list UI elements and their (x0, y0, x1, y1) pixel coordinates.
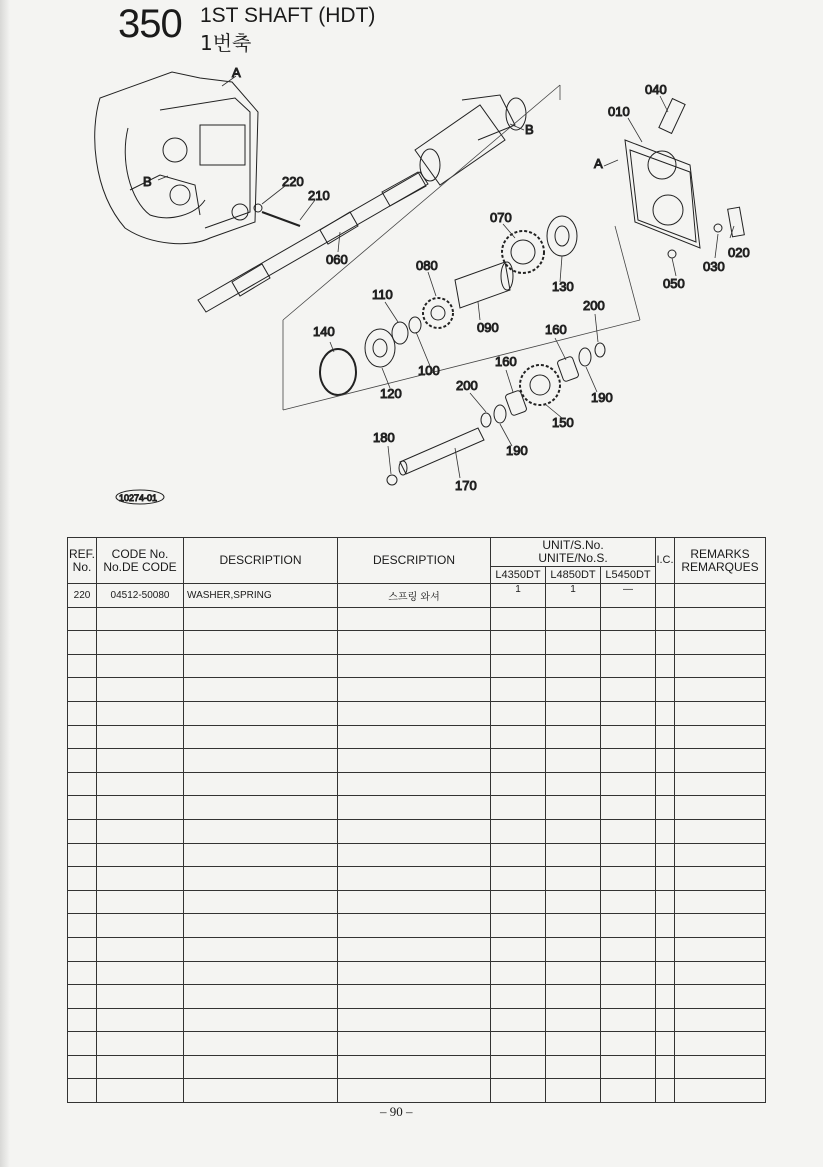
table-cell-empty (184, 631, 338, 655)
table-cell-empty (97, 701, 184, 725)
table-cell-empty (68, 607, 97, 631)
table-cell-empty (656, 890, 675, 914)
table-cell-empty (68, 961, 97, 985)
table-cell-empty (184, 772, 338, 796)
table-cell-empty (675, 843, 766, 867)
table-cell-empty (546, 937, 601, 961)
table-row-empty (68, 819, 766, 843)
callout-060: 060 (326, 252, 348, 267)
table-cell-empty (656, 819, 675, 843)
table-cell-empty (601, 749, 656, 773)
table-cell-empty (338, 937, 491, 961)
table-cell-empty (546, 1055, 601, 1079)
circlip-180 (387, 475, 397, 485)
cell-ic (656, 584, 675, 608)
table-cell-empty (68, 867, 97, 891)
table-cell-empty (675, 1032, 766, 1056)
table-cell-empty (601, 1079, 656, 1103)
table-cell-empty (184, 937, 338, 961)
cell-ref: 220 (68, 584, 97, 608)
table-cell-empty (68, 937, 97, 961)
table-cell-empty (675, 1055, 766, 1079)
callout-210: 210 (308, 188, 330, 203)
table-cell-empty (601, 937, 656, 961)
callout-200-b: 200 (456, 378, 478, 393)
table-cell-empty (491, 1032, 546, 1056)
table-cell-empty (546, 607, 601, 631)
callout-100: 100 (418, 363, 440, 378)
table-cell-empty (675, 985, 766, 1009)
table-cell-empty (546, 819, 601, 843)
table-cell-empty (68, 725, 97, 749)
cell-qty-l5450dt: — (601, 584, 656, 608)
table-cell-empty (601, 654, 656, 678)
callout-150: 150 (552, 415, 574, 430)
table-cell-empty (97, 914, 184, 938)
table-row-empty (68, 725, 766, 749)
table-cell-empty (675, 631, 766, 655)
table-cell-empty (97, 678, 184, 702)
header-description-en: DESCRIPTION (184, 538, 338, 584)
table-cell-empty (184, 819, 338, 843)
table-cell-empty (546, 1008, 601, 1032)
table-cell-empty (338, 678, 491, 702)
table-cell-empty (546, 867, 601, 891)
table-cell-empty (546, 961, 601, 985)
gear-150 (520, 365, 560, 405)
table-cell-empty (338, 654, 491, 678)
table-cell-empty (675, 867, 766, 891)
table-cell-empty (656, 678, 675, 702)
table-cell-empty (656, 867, 675, 891)
table-cell-empty (97, 1055, 184, 1079)
table-cell-empty (656, 796, 675, 820)
table-cell-empty (184, 701, 338, 725)
table-row-empty (68, 1008, 766, 1032)
transmission-housing (95, 72, 258, 244)
table-cell-empty (97, 890, 184, 914)
table-row-empty (68, 867, 766, 891)
table-row-empty (68, 937, 766, 961)
table-cell-empty (491, 961, 546, 985)
table-cell-empty (601, 1032, 656, 1056)
table-cell-empty (68, 678, 97, 702)
table-cell-empty (601, 1055, 656, 1079)
table-cell-empty (491, 1055, 546, 1079)
table-cell-empty (546, 772, 601, 796)
callout-010: 010 (608, 104, 630, 119)
table-cell-empty (68, 796, 97, 820)
table-cell-empty (491, 867, 546, 891)
table-row-empty (68, 607, 766, 631)
table-cell-empty (68, 654, 97, 678)
table-cell-empty (184, 654, 338, 678)
section-number: 350 (118, 2, 182, 46)
o-ring-140 (320, 349, 356, 395)
table-cell-empty (491, 1008, 546, 1032)
table-cell-empty (184, 914, 338, 938)
table-row-empty (68, 654, 766, 678)
table-cell-empty (675, 961, 766, 985)
callout-120: 120 (380, 386, 402, 401)
table-cell-empty (601, 843, 656, 867)
page-title-korean: 1번축 (200, 31, 252, 55)
cell-desc-ko: 스프링 와셔 (338, 584, 491, 608)
table-cell-empty (184, 1032, 338, 1056)
bolt-210-washer-220 (254, 204, 300, 226)
table-cell-empty (491, 843, 546, 867)
table-cell-empty (338, 1079, 491, 1103)
table-row-empty (68, 985, 766, 1009)
table-cell-empty (491, 749, 546, 773)
table-cell-empty (601, 890, 656, 914)
callout-200-a: 200 (583, 298, 605, 313)
table-cell-empty (656, 985, 675, 1009)
table-cell-empty (184, 749, 338, 773)
table-cell-empty (97, 1079, 184, 1103)
table-cell-empty (68, 749, 97, 773)
collar-090 (455, 262, 513, 308)
table-cell-empty (656, 701, 675, 725)
table-cell-empty (491, 607, 546, 631)
table-cell-empty (68, 1008, 97, 1032)
header-ref-no: REF. No. (68, 538, 97, 584)
callout-070: 070 (490, 210, 512, 225)
header-description-ko: DESCRIPTION (338, 538, 491, 584)
table-cell-empty (546, 631, 601, 655)
table-cell-empty (601, 678, 656, 702)
table-cell-empty (338, 796, 491, 820)
table-cell-empty (97, 1008, 184, 1032)
table-cell-empty (675, 749, 766, 773)
table-cell-empty (491, 654, 546, 678)
table-cell-empty (184, 867, 338, 891)
table-row-empty (68, 772, 766, 796)
table-cell-empty (184, 1079, 338, 1103)
page-number: – 90 – (380, 1104, 413, 1119)
table-cell-empty (491, 1079, 546, 1103)
table-cell-empty (338, 867, 491, 891)
table-cell-empty (656, 937, 675, 961)
table-cell-empty (656, 1055, 675, 1079)
table-cell-empty (68, 1079, 97, 1103)
assembly-guide-lines (283, 85, 640, 410)
table-cell-empty (675, 701, 766, 725)
table-cell-empty (338, 725, 491, 749)
header-model-l5450dt: L5450DT (601, 567, 656, 584)
table-cell-empty (491, 937, 546, 961)
table-row-empty (68, 631, 766, 655)
table-cell-empty (68, 1055, 97, 1079)
table-cell-empty (97, 725, 184, 749)
table-cell-empty (68, 819, 97, 843)
page-title: 1ST SHAFT (HDT) (200, 4, 376, 27)
table-cell-empty (97, 937, 184, 961)
table-cell-empty (97, 772, 184, 796)
header-unit: UNIT/S.No. UNITE/No.S. (491, 538, 656, 567)
callout-160-b: 160 (495, 354, 517, 369)
table-cell-empty (184, 843, 338, 867)
marker-b-left: B (143, 174, 152, 189)
table-cell-empty (184, 961, 338, 985)
callout-leaders (158, 76, 734, 478)
table-cell-empty (491, 631, 546, 655)
table-cell-empty (68, 914, 97, 938)
table-cell-empty (97, 985, 184, 1009)
table-cell-empty (601, 631, 656, 655)
marker-a-top: A (232, 65, 241, 80)
cell-desc-en: WASHER,SPRING (184, 584, 338, 608)
table-cell-empty (338, 914, 491, 938)
table-cell-empty (184, 678, 338, 702)
callout-030: 030 (703, 259, 725, 274)
header-model-l4350dt: L4350DT (491, 567, 546, 584)
gear-080 (423, 298, 453, 328)
table-cell-empty (97, 867, 184, 891)
callout-220: 220 (282, 174, 304, 189)
table-cell-empty (601, 914, 656, 938)
table-cell-empty (656, 1032, 675, 1056)
callout-140: 140 (313, 324, 335, 339)
table-cell-empty (675, 607, 766, 631)
callout-180: 180 (373, 430, 395, 445)
table-cell-empty (338, 843, 491, 867)
callout-050: 050 (663, 276, 685, 291)
table-cell-empty (546, 749, 601, 773)
table-cell-empty (491, 772, 546, 796)
table-row-empty (68, 961, 766, 985)
table-cell-empty (184, 890, 338, 914)
table-cell-empty (656, 749, 675, 773)
table-cell-empty (546, 914, 601, 938)
table-cell-empty (601, 1008, 656, 1032)
table-cell-empty (68, 985, 97, 1009)
table-cell-empty (68, 890, 97, 914)
table-row-empty (68, 1032, 766, 1056)
table-row-empty (68, 1055, 766, 1079)
table-cell-empty (338, 890, 491, 914)
table-cell-empty (675, 1008, 766, 1032)
table-cell-empty (675, 796, 766, 820)
table-cell-empty (601, 701, 656, 725)
table-cell-empty (675, 890, 766, 914)
cell-code: 04512-50080 (97, 584, 184, 608)
table-cell-empty (546, 678, 601, 702)
table-cell-empty (546, 985, 601, 1009)
table-cell-empty (97, 631, 184, 655)
table-row-empty (68, 890, 766, 914)
table-cell-empty (675, 725, 766, 749)
table-cell-empty (97, 843, 184, 867)
table-cell-empty (491, 914, 546, 938)
table-cell-empty (338, 701, 491, 725)
table-cell-empty (97, 607, 184, 631)
table-cell-empty (546, 654, 601, 678)
table-row-empty (68, 678, 766, 702)
table-cell-empty (546, 1032, 601, 1056)
table-cell-empty (656, 725, 675, 749)
table-cell-empty (601, 985, 656, 1009)
table-cell-empty (68, 701, 97, 725)
table-cell-empty (338, 985, 491, 1009)
table-cell-empty (675, 914, 766, 938)
table-cell-empty (675, 937, 766, 961)
table-row-empty (68, 701, 766, 725)
table-cell-empty (546, 725, 601, 749)
table-cell-empty (184, 1055, 338, 1079)
table-row-empty (68, 796, 766, 820)
callout-040: 040 (645, 82, 667, 97)
table-cell-empty (675, 772, 766, 796)
table-cell-empty (656, 1008, 675, 1032)
table-cell-empty (656, 631, 675, 655)
bearing-housing-plate (625, 99, 744, 258)
figure-code: 10274-01 (119, 493, 158, 503)
cell-remarks (675, 584, 766, 608)
table-cell-empty (97, 796, 184, 820)
table-cell-empty (97, 961, 184, 985)
marker-b-right: B (525, 122, 534, 137)
table-cell-empty (675, 678, 766, 702)
table-cell-empty (601, 725, 656, 749)
table-cell-empty (675, 819, 766, 843)
table-cell-empty (656, 772, 675, 796)
table-cell-empty (546, 1079, 601, 1103)
table-cell-empty (601, 772, 656, 796)
table-cell-empty (656, 843, 675, 867)
callout-090: 090 (477, 320, 499, 335)
table-cell-empty (675, 1079, 766, 1103)
table-cell-empty (184, 796, 338, 820)
table-cell-empty (184, 607, 338, 631)
marker-a-right: A (594, 156, 603, 171)
table-cell-empty (491, 890, 546, 914)
cell-qty-l4850dt: 1 (546, 584, 601, 608)
bearing-130 (547, 216, 577, 256)
table-cell-empty (656, 961, 675, 985)
callout-130: 130 (552, 279, 574, 294)
callout-160-a: 160 (545, 322, 567, 337)
header-remarks: REMARKS REMARQUES (675, 538, 766, 584)
table-cell-empty (601, 867, 656, 891)
table-cell-empty (68, 843, 97, 867)
table-row-empty (68, 749, 766, 773)
quill-tube (415, 95, 526, 185)
table-cell-empty (338, 631, 491, 655)
table-cell-empty (491, 725, 546, 749)
table-cell-empty (656, 914, 675, 938)
exploded-parts-diagram (0, 0, 823, 530)
callout-190-b: 190 (506, 443, 528, 458)
callout-170: 170 (455, 478, 477, 493)
table-cell-empty (491, 796, 546, 820)
callout-110: 110 (372, 287, 393, 302)
table-cell-empty (338, 1055, 491, 1079)
table-cell-empty (546, 796, 601, 820)
table-row-empty (68, 1079, 766, 1103)
table-cell-empty (491, 985, 546, 1009)
table-cell-empty (97, 1032, 184, 1056)
table-cell-empty (601, 607, 656, 631)
table-cell-empty (491, 701, 546, 725)
table-row (68, 584, 766, 608)
table-cell-empty (184, 1008, 338, 1032)
table-cell-empty (601, 796, 656, 820)
callout-190-a: 190 (591, 390, 613, 405)
shaft-170 (399, 428, 484, 475)
table-cell-empty (338, 1032, 491, 1056)
table-cell-empty (338, 819, 491, 843)
table-cell-empty (601, 819, 656, 843)
table-cell-empty (656, 654, 675, 678)
table-cell-empty (546, 890, 601, 914)
table-cell-empty (338, 607, 491, 631)
callout-020: 020 (728, 245, 750, 260)
table-cell-empty (338, 961, 491, 985)
table-cell-empty (338, 772, 491, 796)
table-cell-empty (656, 607, 675, 631)
table-row-empty (68, 914, 766, 938)
table-cell-empty (601, 961, 656, 985)
callout-080: 080 (416, 258, 438, 273)
header-code-no: CODE No. No.DE CODE (97, 538, 184, 584)
table-cell-empty (97, 749, 184, 773)
table-cell-empty (546, 701, 601, 725)
table-cell-empty (97, 819, 184, 843)
table-cell-empty (68, 1032, 97, 1056)
table-cell-empty (184, 725, 338, 749)
cell-qty-l4350dt: 1 (491, 584, 546, 608)
table-row-empty (68, 843, 766, 867)
table-cell-empty (338, 1008, 491, 1032)
table-cell-empty (338, 749, 491, 773)
bearing-120 (365, 329, 395, 367)
table-cell-empty (491, 678, 546, 702)
header-model-l4850dt: L4850DT (546, 567, 601, 584)
washers-100-110 (392, 317, 421, 344)
table-cell-empty (184, 985, 338, 1009)
table-cell-empty (491, 819, 546, 843)
parts-table (67, 537, 766, 1103)
table-cell-empty (675, 654, 766, 678)
gear-070 (502, 231, 544, 273)
table-cell-empty (68, 631, 97, 655)
header-ic: I.C. (656, 538, 675, 584)
table-cell-empty (546, 843, 601, 867)
table-cell-empty (97, 654, 184, 678)
table-cell-empty (656, 1079, 675, 1103)
table-cell-empty (68, 772, 97, 796)
